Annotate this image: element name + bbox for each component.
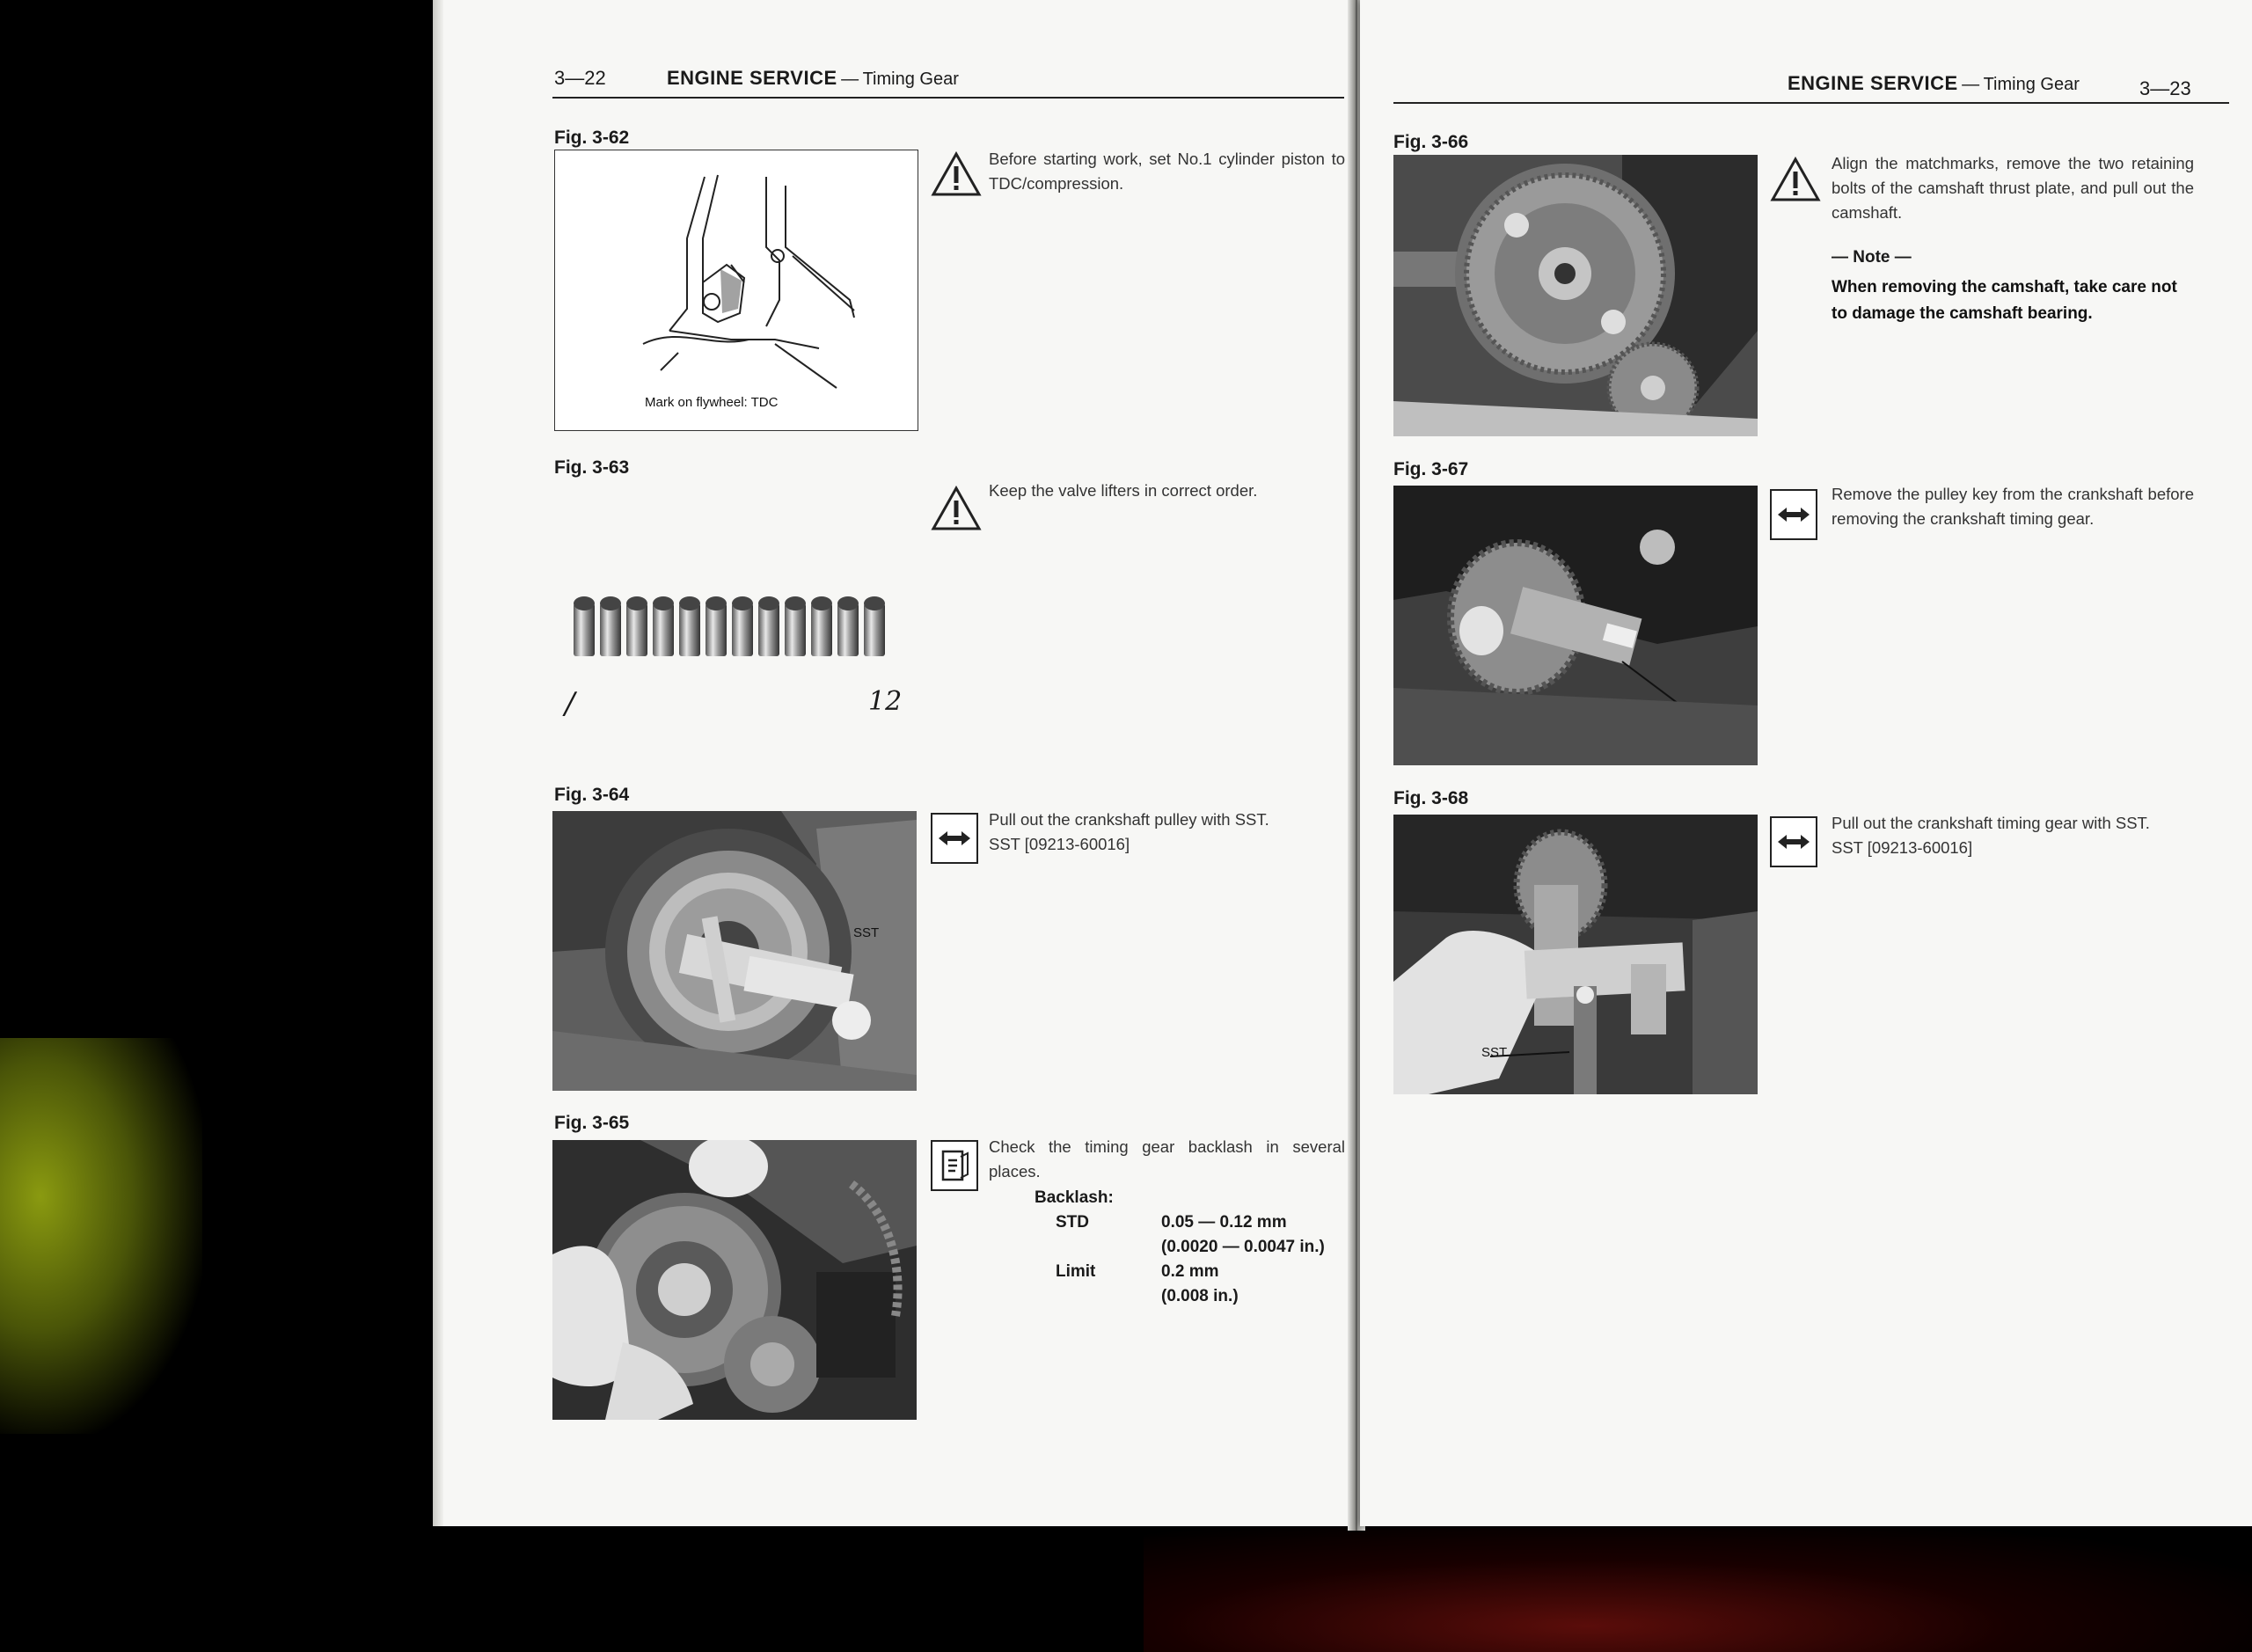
instruction-text: Align the matchmarks, remove the two retaining bolts of the camshaft thrust plate, and pull out the camshaft. [1832, 154, 2194, 222]
instruction-text [1832, 811, 2194, 860]
figure-3-62-diagram [554, 150, 918, 431]
flywheel-mark-drawing [555, 150, 918, 430]
figure-label: Fig. 3-64 [554, 785, 630, 805]
page-header-left [667, 67, 959, 90]
timing-gear-backlash-photo [552, 1140, 917, 1420]
figure-3-67-photo [1393, 486, 1758, 765]
figure-label: Fig. 3-65 [554, 1113, 630, 1133]
callout-label: SST [1481, 1045, 1508, 1060]
warning-icon [931, 486, 982, 531]
figure-label: Fig. 3-62 [554, 128, 630, 148]
figure-label: Fig. 3-63 [554, 457, 630, 478]
valve-lifters-row-photo [565, 588, 899, 684]
double-arrow-icon [1776, 831, 1811, 852]
disassembly-icon [931, 813, 978, 864]
header-subtitle: Timing Gear [862, 69, 959, 89]
spec-std-value: 0.05 — 0.12 mm [1161, 1213, 1287, 1232]
instruction-line: Pull out the crankshaft timing gear with SST. [1832, 814, 2150, 832]
spec-std-label: STD [1056, 1213, 1089, 1232]
double-arrow-icon [937, 828, 972, 849]
scanner-background-green [0, 1038, 202, 1434]
figure-label: Fig. 3-66 [1393, 132, 1469, 152]
double-arrow-icon [1776, 504, 1811, 525]
crankshaft-pulley-photo [552, 811, 917, 1091]
note-body: When removing the camshaft, take care not to damage the camshaft bearing. [1832, 278, 2177, 323]
instruction-line: Pull out the crankshaft pulley with SST. [989, 810, 1269, 829]
page-number-right: 3—23 [2139, 77, 2191, 99]
instruction-text: Keep the valve lifters in correct order. [989, 481, 1258, 500]
header-subtitle: Timing Gear [1983, 75, 2080, 94]
figure-label: Fig. 3-68 [1393, 788, 1469, 808]
left-page [433, 0, 1353, 1526]
figure-3-66-photo [1393, 155, 1758, 436]
header-rule [552, 97, 1344, 99]
sst-part-number: SST [09213-60016] [989, 835, 1130, 853]
camshaft-gear-photo [1393, 155, 1758, 436]
scanner-background-red [1144, 1522, 2252, 1652]
inspection-icon [931, 1140, 978, 1191]
spec-title: Backlash: [1035, 1188, 1114, 1207]
sst-part-number: SST [09213-60016] [1832, 838, 1973, 857]
spec-limit-label: Limit [1056, 1262, 1096, 1281]
header-dash: — [841, 69, 859, 89]
header-dash: — [1962, 75, 1980, 94]
figure-3-68-photo [1393, 815, 1758, 1094]
warning-icon [931, 151, 982, 197]
warning-icon [1770, 157, 1821, 202]
header-rule [1393, 102, 2229, 104]
spec-std-value-in: (0.0020 — 0.0047 in.) [1161, 1238, 1325, 1256]
handwritten-mark-last: 12 [868, 686, 903, 717]
figure-label: Fig. 3-67 [1393, 459, 1469, 479]
page-header-right [1788, 72, 2080, 95]
crankshaft-timing-gear-puller-photo [1393, 815, 1758, 1094]
page-number-left: 3—22 [554, 67, 606, 89]
note-title: — Note — [1832, 248, 1912, 267]
figure-3-65-photo [552, 1140, 917, 1420]
hand-gauge-icon [940, 1148, 969, 1183]
crankshaft-pulley-key-photo [1393, 486, 1758, 765]
instruction-text [989, 808, 1345, 857]
spec-limit-value-in: (0.008 in.) [1161, 1287, 1239, 1305]
instruction-text: Remove the pulley key from the crankshaft before removing the crankshaft timing gear. [1832, 485, 2194, 528]
header-title: ENGINE SERVICE [667, 67, 837, 89]
figure-3-64-photo [552, 811, 917, 1091]
disassembly-icon [1770, 816, 1817, 867]
disassembly-icon [1770, 489, 1817, 540]
figure-3-63-valve-lifters [565, 588, 899, 684]
header-title: ENGINE SERVICE [1788, 72, 1958, 94]
handwritten-mark-first: / [565, 686, 575, 721]
instruction-text: Check the timing gear backlash in several places. [989, 1137, 1345, 1181]
instruction-text: Before starting work, set No.1 cylinder piston to TDC/compression. [989, 150, 1345, 193]
spec-limit-value: 0.2 mm [1161, 1262, 1219, 1281]
figure-caption: Mark on flywheel: TDC [645, 395, 779, 410]
callout-label: SST [853, 925, 880, 940]
right-page [1360, 0, 2252, 1526]
